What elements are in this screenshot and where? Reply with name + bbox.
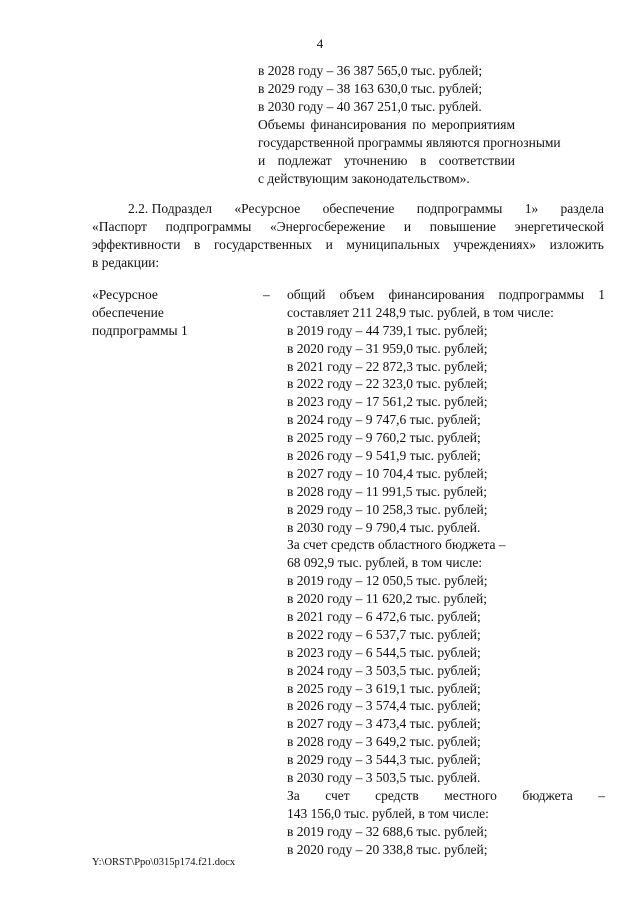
funding-row: в 2022 году – 22 323,0 тыс. рублей; [287, 376, 488, 392]
paragraph-word: муниципальных [346, 237, 440, 252]
funding-row: в 2022 году – 6 537,7 тыс. рублей; [287, 626, 481, 642]
funding-row: За счет средств областного бюджета – [287, 537, 506, 553]
funding-row: в 2027 году – 3 473,4 тыс. рублей; [287, 716, 481, 732]
top-funding-block [258, 62, 561, 188]
funding-line: в 2030 году – 40 367 251,0 тыс. рублей. [258, 99, 482, 114]
funding-word: средств [375, 787, 419, 803]
paragraph-line [92, 236, 604, 254]
funding-row: в 2020 году – 20 338,8 тыс. рублей; [287, 841, 488, 857]
funding-word: финансирования [388, 287, 485, 302]
funding-row: составляет 211 248,9 тыс. рублей, в том числе: [287, 304, 554, 320]
funding-row: в 2029 году – 3 544,3 тыс. рублей; [287, 752, 481, 768]
funding-row: в 2029 году – 10 258,3 тыс. рублей; [287, 501, 488, 517]
paragraph-word: раздела [560, 201, 604, 216]
funding-row: в 2019 году – 32 688,6 тыс. рублей; [287, 823, 488, 839]
paragraph-word: и [403, 219, 412, 234]
funding-row: в 2027 году – 10 704,4 тыс. рублей; [287, 465, 488, 481]
funding-row: в 2026 году – 3 574,4 тыс. рублей; [287, 698, 481, 714]
paragraph-word: «Энергосбережение [270, 219, 386, 234]
note-line: с действующим законодательством». [258, 171, 470, 186]
funding-row: в 2019 году – 44 739,1 тыс. рублей; [287, 322, 488, 338]
paragraph-word: повышение [429, 219, 497, 234]
note-word: мероприятиям [431, 117, 515, 132]
funding-word: местного [444, 787, 497, 803]
paragraph-word: и [325, 237, 333, 252]
paragraph-line [92, 200, 604, 218]
funding-row: в 2024 году – 3 503,5 тыс. рублей; [287, 662, 481, 678]
note-word: финансирования [310, 117, 407, 132]
funding-row: в 2028 году – 3 649,2 тыс. рублей; [287, 734, 481, 750]
funding-row: в 2021 году – 22 872,3 тыс. рублей; [287, 358, 488, 374]
paragraph-line [92, 218, 604, 236]
funding-row: в 2019 году – 12 050,5 тыс. рублей; [287, 573, 488, 589]
funding-row: в 2023 году – 17 561,2 тыс. рублей; [287, 394, 488, 410]
funding-word: общий [287, 287, 326, 302]
paragraph-word: «Паспорт [92, 219, 147, 234]
paragraph-word: 1» [524, 201, 539, 216]
paragraph-word: подпрограммы [165, 219, 252, 234]
resource-label-line: подпрограммы 1 [92, 323, 188, 338]
paragraph-word: в [194, 237, 201, 252]
note-line [258, 116, 515, 134]
resource-label-line: «Ресурсное [92, 287, 158, 302]
funding-row: в 2024 году – 9 747,6 тыс. рублей; [287, 412, 481, 428]
funding-word: За [287, 787, 300, 803]
note-word: подлежат [277, 153, 332, 168]
paragraph-word: обеспечение [322, 201, 395, 216]
note-line [258, 152, 515, 170]
page-number: 4 [316, 36, 324, 51]
funding-details [287, 286, 605, 859]
paragraph-line: в редакции: [92, 255, 160, 270]
note-word: Объемы [258, 117, 305, 132]
funding-row [287, 787, 605, 805]
funding-row: в 2026 году – 9 541,9 тыс. рублей; [287, 448, 481, 464]
funding-row: 143 156,0 тыс. рублей, в том числе: [287, 805, 489, 821]
note-word: по [412, 117, 427, 132]
paragraph-word: «Ресурсное [234, 201, 301, 216]
paragraph-word: государственных [213, 237, 312, 252]
note-word: в [419, 153, 427, 168]
label-dash: – [263, 287, 270, 302]
funding-word: подпрограммы [498, 287, 585, 302]
funding-row: в 2021 году – 6 472,6 тыс. рублей; [287, 609, 481, 625]
note-word: соответствии [438, 153, 515, 168]
funding-row: в 2030 году – 3 503,5 тыс. рублей. [287, 770, 481, 786]
resource-label [92, 286, 188, 340]
paragraph-word: 2.2. Подраздел [128, 201, 213, 216]
funding-row: в 2025 году – 3 619,1 тыс. рублей; [287, 680, 481, 696]
funding-word: – [598, 787, 605, 803]
funding-word: счет [325, 787, 350, 803]
note-word: уточнению [344, 153, 408, 168]
funding-word: бюджета [522, 787, 573, 803]
funding-word: объем [339, 287, 375, 302]
funding-row: в 2020 году – 11 620,2 тыс. рублей; [287, 591, 488, 607]
funding-row: в 2020 году – 31 959,0 тыс. рублей; [287, 340, 488, 356]
note-word: и [258, 153, 266, 168]
paragraph-word: подпрограммы [416, 201, 503, 216]
funding-line: в 2029 году – 38 163 630,0 тыс. рублей; [258, 81, 483, 96]
paragraph-word: энергетической [514, 219, 604, 234]
funding-row: 68 092,9 тыс. рублей, в том числе: [287, 555, 483, 571]
paragraph-word: эффективности [92, 237, 181, 252]
note-line: государственной программы являются прогнозными [258, 135, 561, 150]
resource-label-line: обеспечение [92, 305, 164, 320]
funding-word: 1 [598, 287, 605, 302]
funding-row: в 2025 году – 9 760,2 тыс. рублей; [287, 430, 481, 446]
paragraph-word: учреждениях» [453, 237, 537, 252]
funding-line: в 2028 году – 36 387 565,0 тыс. рублей; [258, 63, 483, 78]
amendment-paragraph [92, 200, 604, 272]
funding-row: в 2030 году – 9 790,4 тыс. рублей. [287, 519, 481, 535]
funding-row [287, 286, 605, 304]
funding-row: в 2023 году – 6 544,5 тыс. рублей; [287, 644, 481, 660]
funding-row: в 2028 году – 11 991,5 тыс. рублей; [287, 483, 488, 499]
paragraph-word: изложить [549, 237, 604, 252]
file-path-footer: Y:\ORST\Ppo\0315p174.f21.docx [92, 857, 236, 868]
